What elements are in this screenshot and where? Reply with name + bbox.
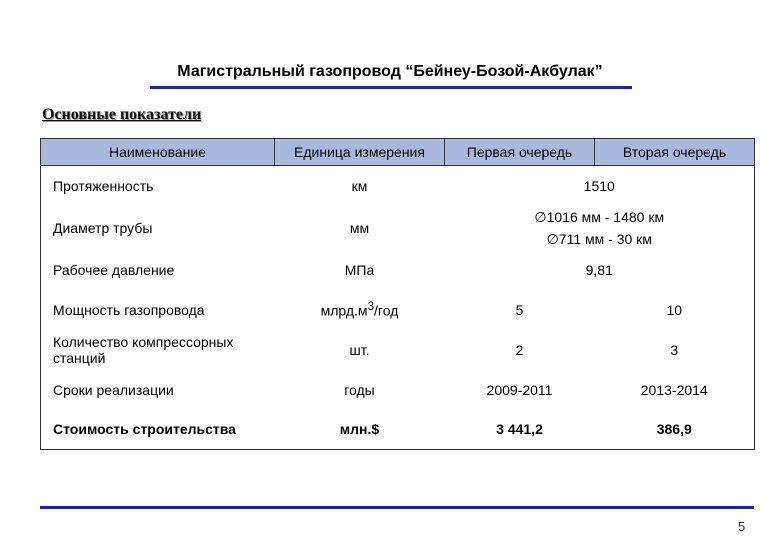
row-unit: шт. xyxy=(349,341,370,358)
page-number: 5 xyxy=(738,519,746,534)
table-row xyxy=(41,166,755,206)
specs-table xyxy=(40,138,755,450)
unit-base: млрд.м xyxy=(320,302,368,319)
row-unit xyxy=(275,290,445,330)
table-row xyxy=(41,370,755,410)
column-header-first-stage: Первая очередь xyxy=(445,139,595,166)
row-unit: годы xyxy=(344,381,375,398)
row-second-stage: 386,9 xyxy=(656,421,692,438)
table-row xyxy=(41,290,755,330)
row-name: Мощность газопровода xyxy=(53,301,205,318)
table-row xyxy=(41,330,755,370)
table-row xyxy=(41,410,755,450)
diameter-line-2: ∅711 мм - 30 км xyxy=(546,230,652,247)
unit-tail: /год xyxy=(374,302,399,319)
row-second-stage: 3 xyxy=(670,341,679,358)
diameter-line-1: ∅1016 мм - 1480 км xyxy=(534,208,665,225)
row-first-stage: 5 xyxy=(515,301,524,318)
section-title: Основные показатели xyxy=(42,106,202,123)
title-underline xyxy=(150,86,632,89)
slide-title: Магистральный газопровод “Бейнеу-Бозой-Акбулак” xyxy=(177,63,603,80)
row-name: Протяженность xyxy=(53,177,154,194)
row-name: Сроки реализации xyxy=(53,381,174,398)
footer-rule xyxy=(40,506,754,509)
unit-superscript: 3 xyxy=(367,300,375,314)
row-unit: км xyxy=(351,177,368,194)
table-header-row xyxy=(41,139,755,166)
row-value: 9,81 xyxy=(585,261,613,278)
row-second-stage: 10 xyxy=(666,301,683,318)
row-value: 1510 xyxy=(583,177,615,194)
row-first-stage: 2009-2011 xyxy=(486,381,553,398)
row-name: Стоимость строительства xyxy=(53,421,236,438)
row-second-stage: 2013-2014 xyxy=(640,381,708,398)
row-unit: МПа xyxy=(344,261,375,278)
row-value xyxy=(445,206,755,250)
row-unit: мм xyxy=(349,219,370,236)
table-row xyxy=(41,206,755,250)
column-header-name: Наименование xyxy=(41,139,275,166)
row-name: Количество компрессорных станций xyxy=(53,333,234,366)
row-name: Рабочее давление xyxy=(53,261,175,278)
table-row xyxy=(41,250,755,290)
column-header-unit: Единица измерения xyxy=(275,139,445,166)
row-first-stage: 3 441,2 xyxy=(496,421,543,438)
row-first-stage: 2 xyxy=(515,341,524,358)
row-name: Диаметр трубы xyxy=(53,219,153,236)
row-unit: млн.$ xyxy=(339,421,380,438)
column-header-second-stage: Вторая очередь xyxy=(595,139,755,166)
